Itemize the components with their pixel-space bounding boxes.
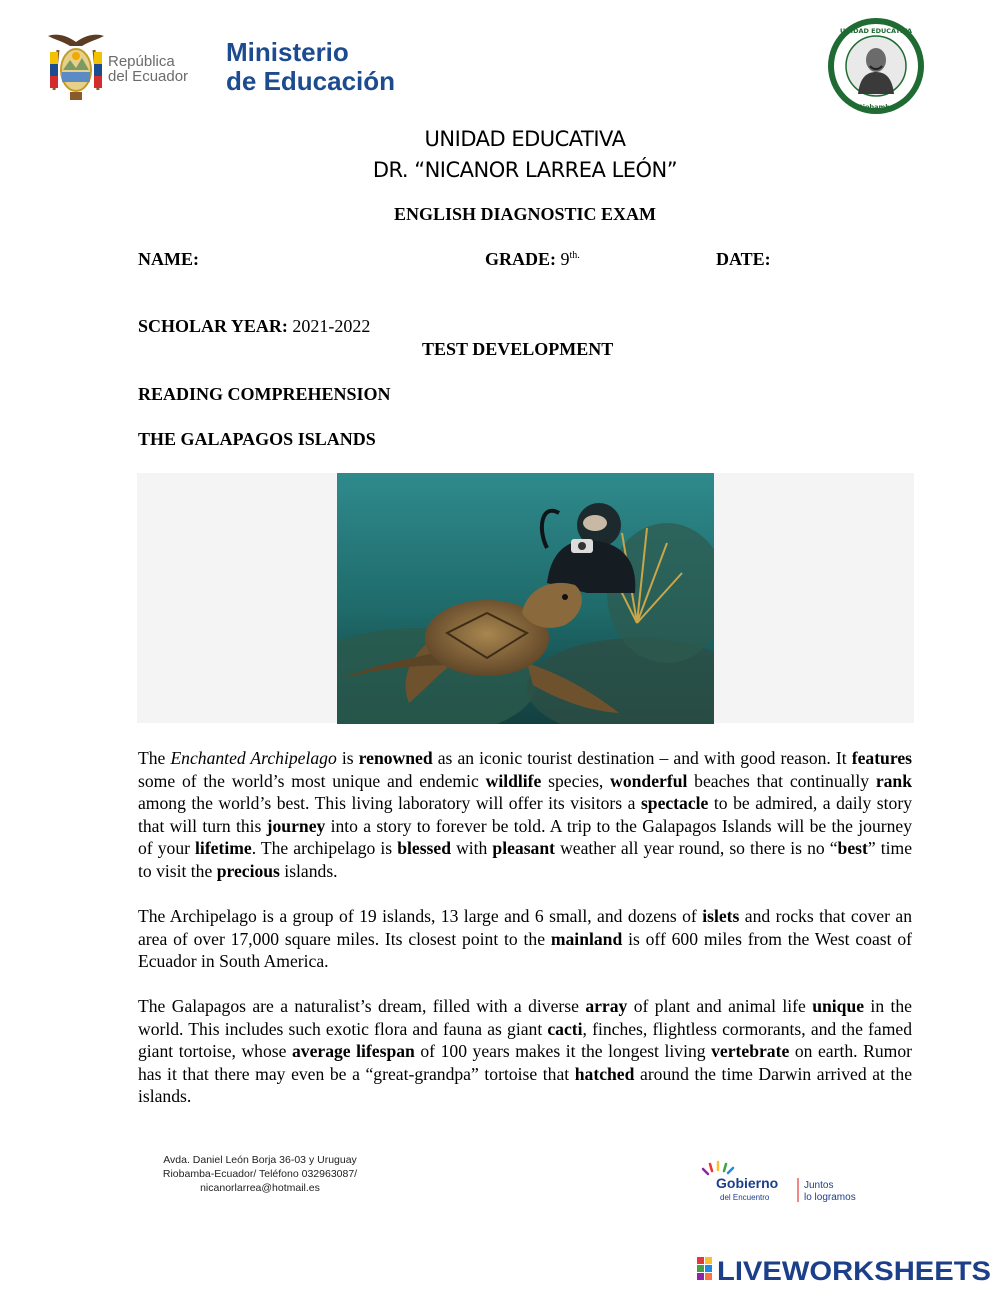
date-label: DATE: bbox=[716, 249, 771, 269]
text-run: The Archipelago is a group of 19 islands, 13 large and 6 small, and dozens of bbox=[138, 906, 703, 926]
vocabulary-word: pleasant bbox=[492, 838, 555, 858]
reading-comprehension-heading: READING COMPREHENSION bbox=[138, 384, 391, 404]
test-development-heading: TEST DEVELOPMENT bbox=[422, 339, 614, 359]
school-name-line-2: DR. “NICANOR LARREA LEÓN” bbox=[372, 158, 678, 182]
svg-text:LIVEWORKSHEETS: LIVEWORKSHEETS bbox=[717, 1256, 991, 1285]
text-run: is bbox=[336, 748, 359, 768]
paragraph-3 bbox=[138, 995, 912, 1108]
scholar-year-value: 2021-2022 bbox=[292, 316, 371, 336]
text-run: on earth. Rumor has it that there may even be a “great-grandpa” tortoise that bbox=[138, 1041, 912, 1084]
school-name-line-1: UNIDAD EDUCATIVA bbox=[424, 127, 626, 151]
svg-text:del Encuentro: del Encuentro bbox=[720, 1193, 770, 1202]
vocabulary-word: cacti bbox=[547, 1018, 583, 1039]
sea-turtle-diver-photo bbox=[337, 473, 714, 724]
ministerio-de-educacion-logo: Ministerio de Educación bbox=[226, 37, 396, 96]
text-run: into a story to forever be told. A trip to the Galapagos Islands will be the journey of your bbox=[138, 815, 912, 858]
text-run: The Galapagos are a naturalist’s dream, filled with a diverse bbox=[138, 996, 586, 1016]
scholar-year-label: SCHOLAR YEAR: bbox=[138, 316, 288, 336]
grade-field bbox=[485, 249, 580, 270]
ecuador-coat-of-arms-icon bbox=[44, 30, 108, 104]
text-run: in the world. This includes such exotic flora and fauna as giant bbox=[138, 996, 912, 1039]
vocabulary-word: array bbox=[585, 996, 628, 1016]
grade-label: GRADE: bbox=[485, 249, 556, 269]
reading-title: THE GALAPAGOS ISLANDS bbox=[138, 429, 376, 449]
vocabulary-word: vertebrate bbox=[711, 1041, 790, 1061]
svg-text:Riobamba: Riobamba bbox=[857, 103, 895, 111]
vocabulary-word: unique bbox=[812, 996, 865, 1016]
text-run: and rocks that cover an area of over 17,000 square miles. Its closest point to the bbox=[138, 906, 913, 949]
address-line-2: Riobamba-Ecuador/ Teléfono 032963087/ bbox=[162, 1168, 358, 1180]
vocabulary-word: renowned bbox=[358, 748, 433, 768]
republica-del-ecuador-text: República del Ecuador bbox=[108, 53, 189, 85]
italic-text: Enchanted Archipelago bbox=[170, 748, 337, 768]
text-run: among the world’s best. This living laboratory will offer its visitors a bbox=[138, 793, 641, 813]
text-run: ” time to visit the bbox=[138, 838, 913, 881]
svg-text:lo logramos: lo logramos bbox=[804, 1192, 856, 1203]
text-run: weather all year round, so there is no “ bbox=[555, 838, 838, 858]
paragraph-2 bbox=[138, 905, 912, 973]
text-run: with bbox=[451, 838, 493, 858]
svg-text:UNIDAD EDUCATIVA: UNIDAD EDUCATIVA bbox=[839, 27, 913, 35]
vocabulary-word: blessed bbox=[397, 838, 451, 858]
svg-text:Gobierno: Gobierno bbox=[716, 1175, 779, 1191]
vocabulary-word: journey bbox=[266, 815, 326, 836]
text-run: is off 600 miles from the West coast of Ecuador in South America. bbox=[138, 928, 912, 971]
text-run: The bbox=[138, 748, 171, 768]
text-run: of 100 years makes it the longest living bbox=[414, 1041, 712, 1061]
text-run: . The archipelago is bbox=[251, 838, 398, 858]
text-run: around the time Darwin arrived at the islands. bbox=[138, 1063, 913, 1106]
text-run: some of the world’s most unique and endemic bbox=[138, 770, 486, 791]
text-run: , finches, flightless cormorants, and the famed giant tortoise, whose bbox=[138, 1018, 912, 1061]
address-line-1: Avda. Daniel León Borja 36-03 y Uruguay bbox=[163, 1154, 357, 1166]
vocabulary-word: best bbox=[837, 838, 868, 858]
vocabulary-word: hatched bbox=[574, 1063, 635, 1084]
text-run: species, bbox=[541, 770, 611, 791]
name-label: NAME: bbox=[138, 249, 199, 269]
school-seal-icon bbox=[826, 16, 926, 116]
vocabulary-word: rank bbox=[875, 770, 912, 791]
text-run: beaches that continually bbox=[687, 770, 876, 791]
vocabulary-word: spectacle bbox=[640, 793, 709, 813]
vocabulary-word: mainland bbox=[550, 928, 623, 949]
text-run: as an iconic tourist destination – and with good reason. It bbox=[432, 748, 852, 768]
vocabulary-word: average lifespan bbox=[291, 1041, 415, 1061]
vocabulary-word: wonderful bbox=[610, 770, 688, 791]
svg-text:Juntos: Juntos bbox=[804, 1180, 834, 1191]
exam-title: ENGLISH DIAGNOSTIC EXAM bbox=[393, 204, 657, 224]
grade-suffix: th. bbox=[569, 250, 580, 261]
vocabulary-word: islets bbox=[702, 906, 740, 926]
vocabulary-word: wildlife bbox=[485, 770, 542, 791]
scholar-year-field bbox=[138, 316, 370, 337]
paragraph-1 bbox=[138, 747, 912, 882]
text-run: of plant and animal life bbox=[627, 996, 813, 1016]
address-email: nicanorlarrea@hotmail.es bbox=[200, 1182, 320, 1194]
vocabulary-word: features bbox=[851, 748, 912, 768]
text-run: islands. bbox=[279, 860, 338, 881]
vocabulary-word: lifetime bbox=[195, 838, 252, 858]
grade-value: 9 bbox=[560, 249, 570, 269]
liveworksheets-logo bbox=[697, 1253, 993, 1285]
vocabulary-word: precious bbox=[216, 860, 280, 881]
text-run: to be admired, a daily story that will turn this bbox=[138, 793, 912, 836]
gobierno-del-encuentro-logo bbox=[700, 1160, 880, 1206]
school-address bbox=[150, 1153, 370, 1195]
